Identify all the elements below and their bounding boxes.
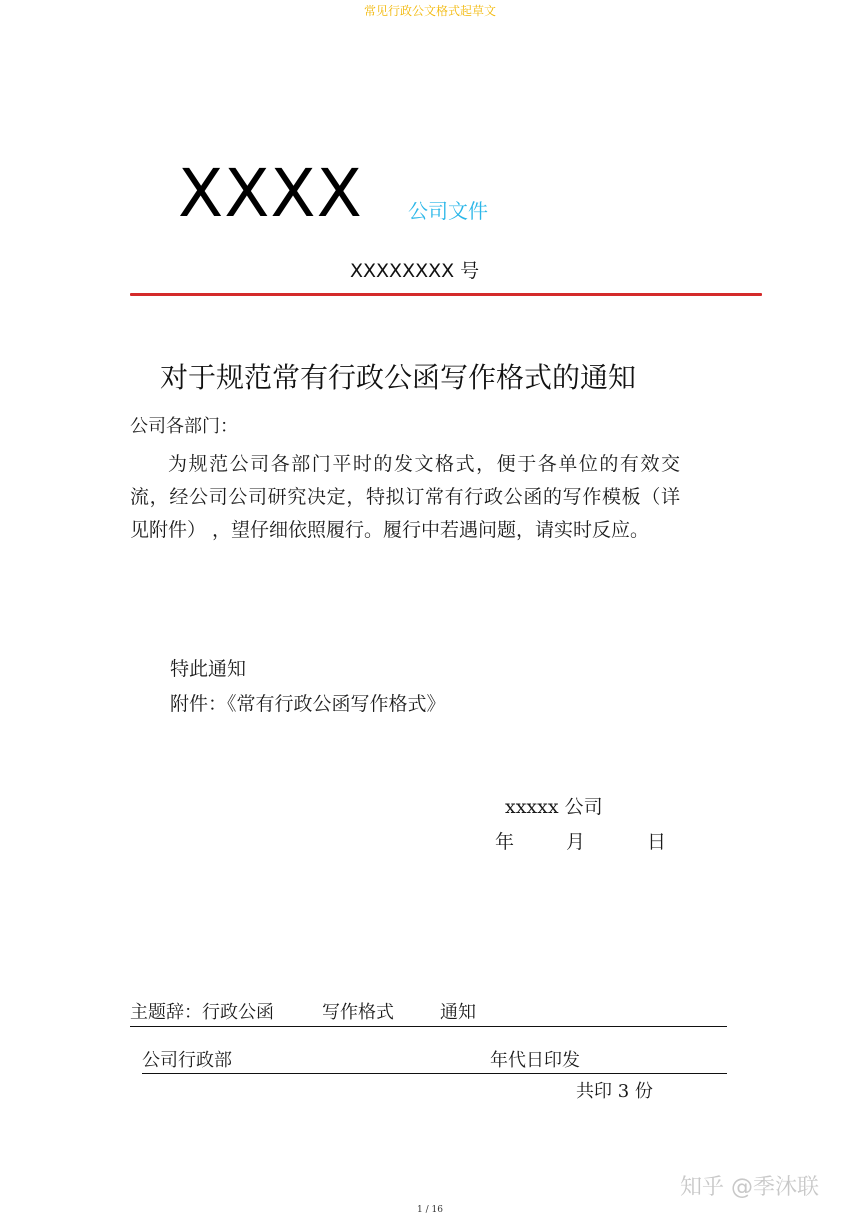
subject-keywords-line (130, 998, 727, 1027)
running-header: 常见行政公文格式起草文 (363, 4, 496, 18)
subject-keyword: 行政公函 (202, 1002, 274, 1023)
red-header-rule (130, 293, 762, 296)
attachment-line: 附件：《常有行政公函写作格式》 (170, 693, 446, 715)
date-year: 年 (495, 831, 515, 853)
page-number: 1 / 16 (417, 1205, 443, 1215)
date-day: 日 (647, 831, 667, 853)
recipient-line: 公司各部门： (130, 416, 238, 437)
print-date: 年代日印发 (490, 1050, 580, 1071)
copies-count: 共印 3 份 (576, 1081, 653, 1102)
issuing-department: 公司行政部 (142, 1050, 232, 1071)
subject-label: 主题辞： (130, 1002, 202, 1023)
date-month: 月 (566, 831, 586, 853)
letterhead-org-name: XXXX (178, 155, 363, 232)
body-paragraph: 为规范公司各部门平时的发文格式，便于各单位的有效交流，经公司公司研究决定，特拟订常有行政公函的写作模板（详见附件） ，望仔细依照履行。履行中若遇问题，请实时反应。 (130, 453, 680, 541)
date-line (495, 827, 666, 854)
subject-keyword: 写作格式 (322, 1002, 394, 1023)
issuer-signature: xxxxx 公司 (505, 796, 603, 818)
letterhead-org-suffix: 公司文件 (408, 199, 488, 223)
issue-info-line (142, 1046, 727, 1074)
watermark: 知乎 @季沐联 (680, 1175, 819, 1200)
document-number: XXXXXXXX 号 (350, 260, 480, 282)
closing-line: 特此通知 (170, 658, 247, 680)
document-title: 对于规范常有行政公函写作格式的通知 (160, 361, 637, 394)
subject-keyword: 通知 (440, 1002, 476, 1023)
